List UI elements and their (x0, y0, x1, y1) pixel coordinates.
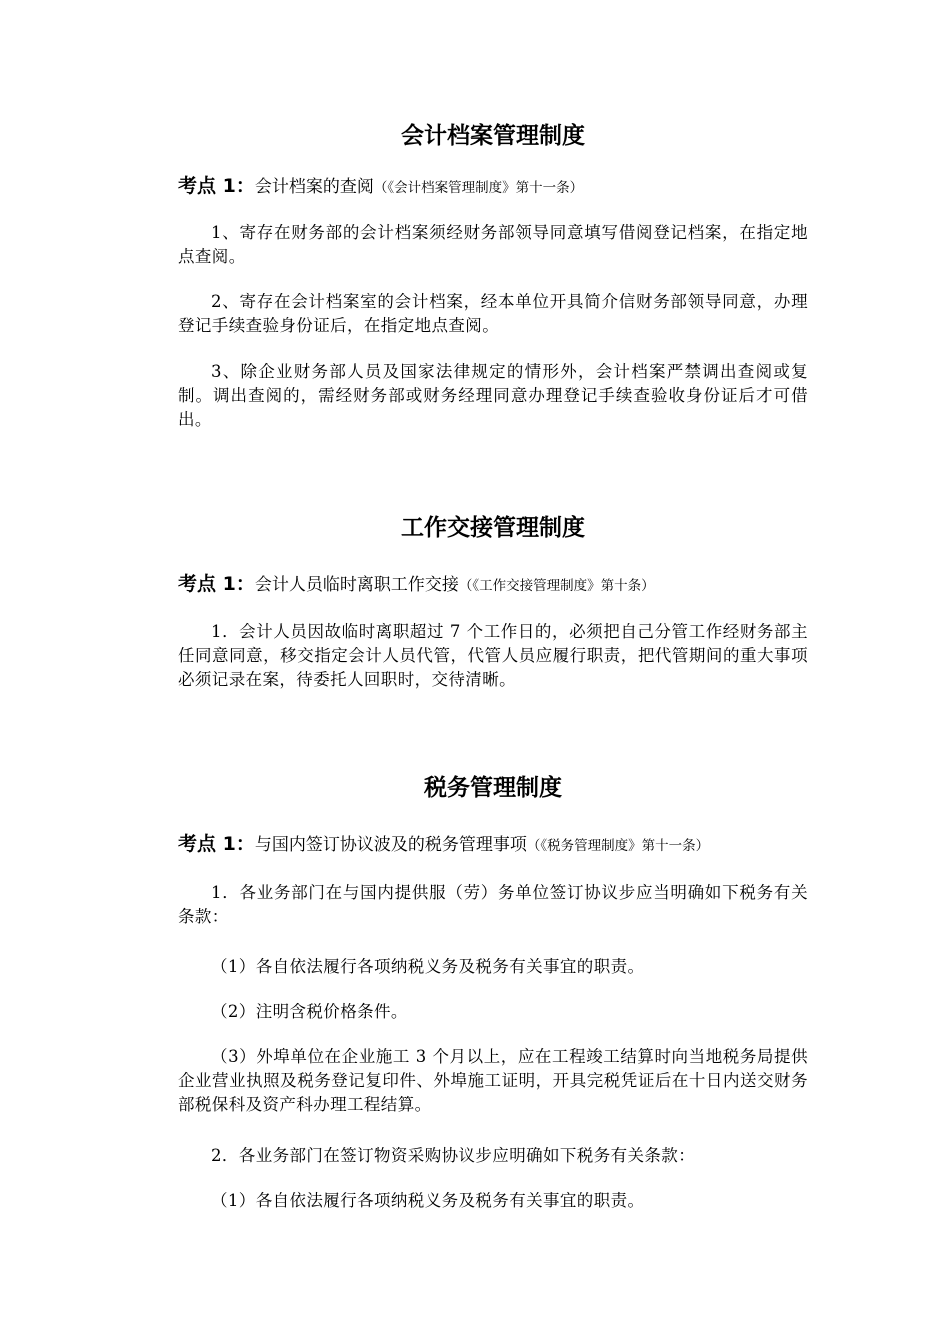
kaodian-line (178, 571, 808, 599)
paragraph (178, 360, 808, 432)
paragraph-text: 1、寄存在财务部的会计档案须经财务部领导同意填写借阅登记档案，在指定地点查阅。 (178, 223, 808, 266)
section-heading: 工作交接管理制度 (401, 515, 585, 541)
paragraph-text: （3）外埠单位在企业施工 3 个月以上，应在工程竣工结算时向当地税务局提供企业营业执照及税务登记复印件、外埠施工证明，开具完税凭证后在十日内送交财务部税保科及资产科办理工程结算。 (178, 1047, 808, 1114)
kaodian-title: 会计档案的查阅 (254, 177, 374, 197)
kaodian-reference: （《工作交接管理制度》第十条） (458, 578, 655, 594)
kaodian-title: 会计人员临时离职工作交接 (254, 575, 459, 595)
paragraph (178, 620, 808, 692)
paragraph (178, 221, 808, 269)
kaodian-label: 考点 1： (178, 833, 255, 855)
paragraph-text: 2．各业务部门在签订物资采购协议步应明确如下税务有关条款： (211, 1146, 696, 1165)
paragraph-text: 1．各业务部门在与国内提供服（劳）务单位签订协议步应当明确如下税务有关条款： (178, 883, 808, 926)
kaodian-line (178, 831, 808, 859)
kaodian-reference: （《税务管理制度》第十一条） (526, 838, 710, 854)
paragraph (178, 955, 808, 979)
paragraph (178, 881, 808, 929)
section-tax-management (178, 773, 808, 803)
kaodian-line (178, 173, 808, 201)
paragraph-text: 3、除企业财务部人员及国家法律规定的情形外，会计档案严禁调出查阅或复制。调出查阅的，需经财务部或财务经理同意办理登记手续查验收身份证后才可借出。 (178, 362, 808, 429)
paragraph-text: 1．会计人员因故临时离职超过 7 个工作日的，必须把自己分管工作经财务部主任同意同意，移交指定会计人员代管，代管人员应履行职责，把代管期间的重大事项必须记录在案，待委托人回职时，交待清晰。 (178, 622, 808, 689)
paragraph-text: （1）各自依法履行各项纳税义务及税务有关事宜的职责。 (211, 1191, 645, 1210)
paragraph-text: （1）各自依法履行各项纳税义务及税务有关事宜的职责。 (211, 957, 645, 976)
kaodian-label: 考点 1： (178, 175, 255, 197)
paragraph (178, 290, 808, 338)
section-work-handover (178, 513, 808, 543)
paragraph (178, 1045, 808, 1117)
paragraph-text: （2）注明含税价格条件。 (211, 1002, 408, 1021)
paragraph-text: 2、寄存在会计档案室的会计档案，经本单位开具简介信财务部领导同意，办理登记手续查验身份证后，在指定地点查阅。 (178, 292, 808, 335)
paragraph (178, 1189, 808, 1213)
kaodian-title: 与国内签订协议波及的税务管理事项 (254, 835, 527, 855)
kaodian-label: 考点 1： (178, 573, 255, 595)
section-accounting-archives (178, 121, 808, 151)
paragraph (178, 1144, 808, 1168)
section-heading: 税务管理制度 (424, 775, 562, 801)
section-heading: 会计档案管理制度 (401, 123, 585, 149)
paragraph (178, 1000, 808, 1024)
kaodian-reference: （《会计档案管理制度》第十一条） (373, 180, 584, 196)
